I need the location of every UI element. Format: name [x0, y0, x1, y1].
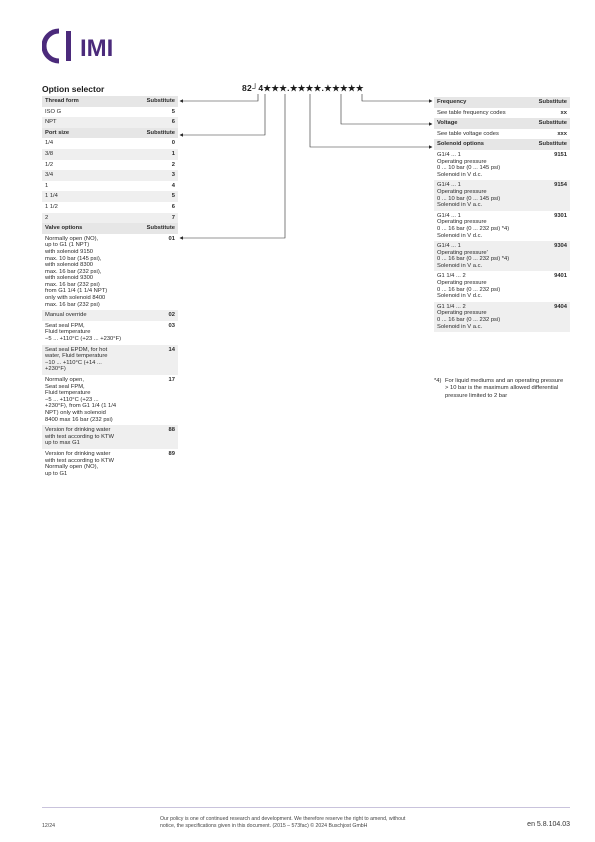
- voltage-header: Voltage Substitute: [434, 118, 570, 129]
- connector-voltage: [341, 94, 432, 124]
- table-row: G1/4 ... 1 Operating pressure 0 ... 10 bar (0 ... 145 psi) Solenoid in V a.c. 9154: [434, 180, 570, 210]
- table-row: NPT 6: [42, 117, 178, 128]
- table-row: Manual override 02: [42, 310, 178, 321]
- document-id: en 5.8.104.03: [527, 821, 570, 828]
- table-row: 1/4 0: [45, 140, 175, 147]
- table-row: See table frequency codes xx: [437, 109, 567, 116]
- connector-valve-options: [180, 94, 285, 238]
- logo-wordmark: IMI: [80, 35, 114, 62]
- table-row: 3/8 1: [42, 149, 178, 160]
- connector-thread-form: [180, 94, 258, 101]
- table-row: Version for drinking water with test according to KTW Normally open (NO), up to G1 89: [45, 450, 175, 477]
- table-row: Version for drinking water with test according to KTW up to max G1 88: [42, 425, 178, 449]
- table-row: G1/4 ... 1 Operating pressure' 0 ... 16 bar (0 ... 232 psi) *4) Solenoid in V a.c. 9304: [434, 241, 570, 271]
- table-row: See table voltage codes xxx: [437, 130, 567, 137]
- table-row: G1/4 ... 1 Operating pressure 0 ... 16 bar (0 ... 232 psi) *4) Solenoid in V d.c. 9301: [437, 212, 567, 239]
- table-row: G1 1/4 ... 2 Operating pressure 0 ... 16 bar (0 ... 232 psi) Solenoid in V d.c. 9401: [437, 273, 567, 300]
- table-row: 1 1/4 5: [42, 191, 178, 202]
- footer-policy-text: Our policy is one of continued research and development. We therefore reserve the right to amend, without notice, the specifications given in this document. (2015 – 573fac) © 2024 Buschjost GmbH: [160, 816, 406, 829]
- table-row: 3/4 3: [42, 170, 178, 181]
- table-row: Seat seal EPDM, for hot water, Fluid temperature −10 ... +110°C (+14 ... +230°F) 14: [42, 345, 178, 375]
- connector-solenoid: [310, 94, 432, 147]
- table-row: 2 7: [42, 213, 178, 224]
- table-row: 1/2 2: [45, 161, 175, 168]
- connector-port-size: [180, 94, 265, 135]
- solenoid-options-header: Solenoid options Substitute: [434, 139, 570, 150]
- table-row: Normally open, Seat seal FPM, Fluid temperature −5 ... +110°C (+23 ... +230°F), from G1 1/4 (1 1/4 NPT) only with solenoid 8400 max 16 bar (232 psi) 17: [45, 377, 175, 423]
- footer-divider: [42, 807, 570, 808]
- table-row: G1/4 ... 1 Operating pressure 0 ... 10 bar (0 ... 145 psi) Solenoid in V d.c. 9151: [437, 151, 567, 178]
- valve-options-header: Valve options Substitute: [42, 223, 178, 234]
- table-row: ISO G 5: [45, 108, 175, 115]
- connector-frequency: [362, 94, 432, 101]
- table-row: Seat seal FPM, Fluid temperature −5 ... +110°C (+23 ... +230°F) 03: [45, 322, 175, 343]
- table-row: G1 1/4 ... 2 Operating pressure 0 ... 16 bar (0 ... 232 psi) Solenoid in V a.c. 9404: [434, 302, 570, 332]
- page-number: 12/24: [42, 823, 55, 829]
- thread-form-header: Thread form Substitute: [42, 96, 178, 107]
- table-row: Normally open (NO), up to G1 (1 NPT) with solenoid 9150 max. 10 bar (145 psi), with solenoid 8300 max. 16 bar (232 psi), with solenoid 9300 max. 16 bar (232 psi) from G1 1/4 (1 1/4 NPT) only with solenoid 8400 max. 16 bar (232 psi) 01: [45, 235, 175, 308]
- port-size-header: Port size Substitute: [42, 128, 178, 139]
- section-title: Option selector: [42, 84, 105, 94]
- order-code: 82┘4★★★.★★★★.★★★★★: [242, 83, 364, 93]
- table-row: 1 4: [45, 182, 175, 189]
- footnote-marker: *4): [434, 378, 442, 384]
- table-row: 1 1/2 6: [45, 203, 175, 210]
- footnote-text: For liquid mediums and an operating pressure > 10 bar is the maximum allowed differential pressure limited to 2 bar: [445, 378, 564, 399]
- frequency-header: Frequency Substitute: [434, 97, 570, 108]
